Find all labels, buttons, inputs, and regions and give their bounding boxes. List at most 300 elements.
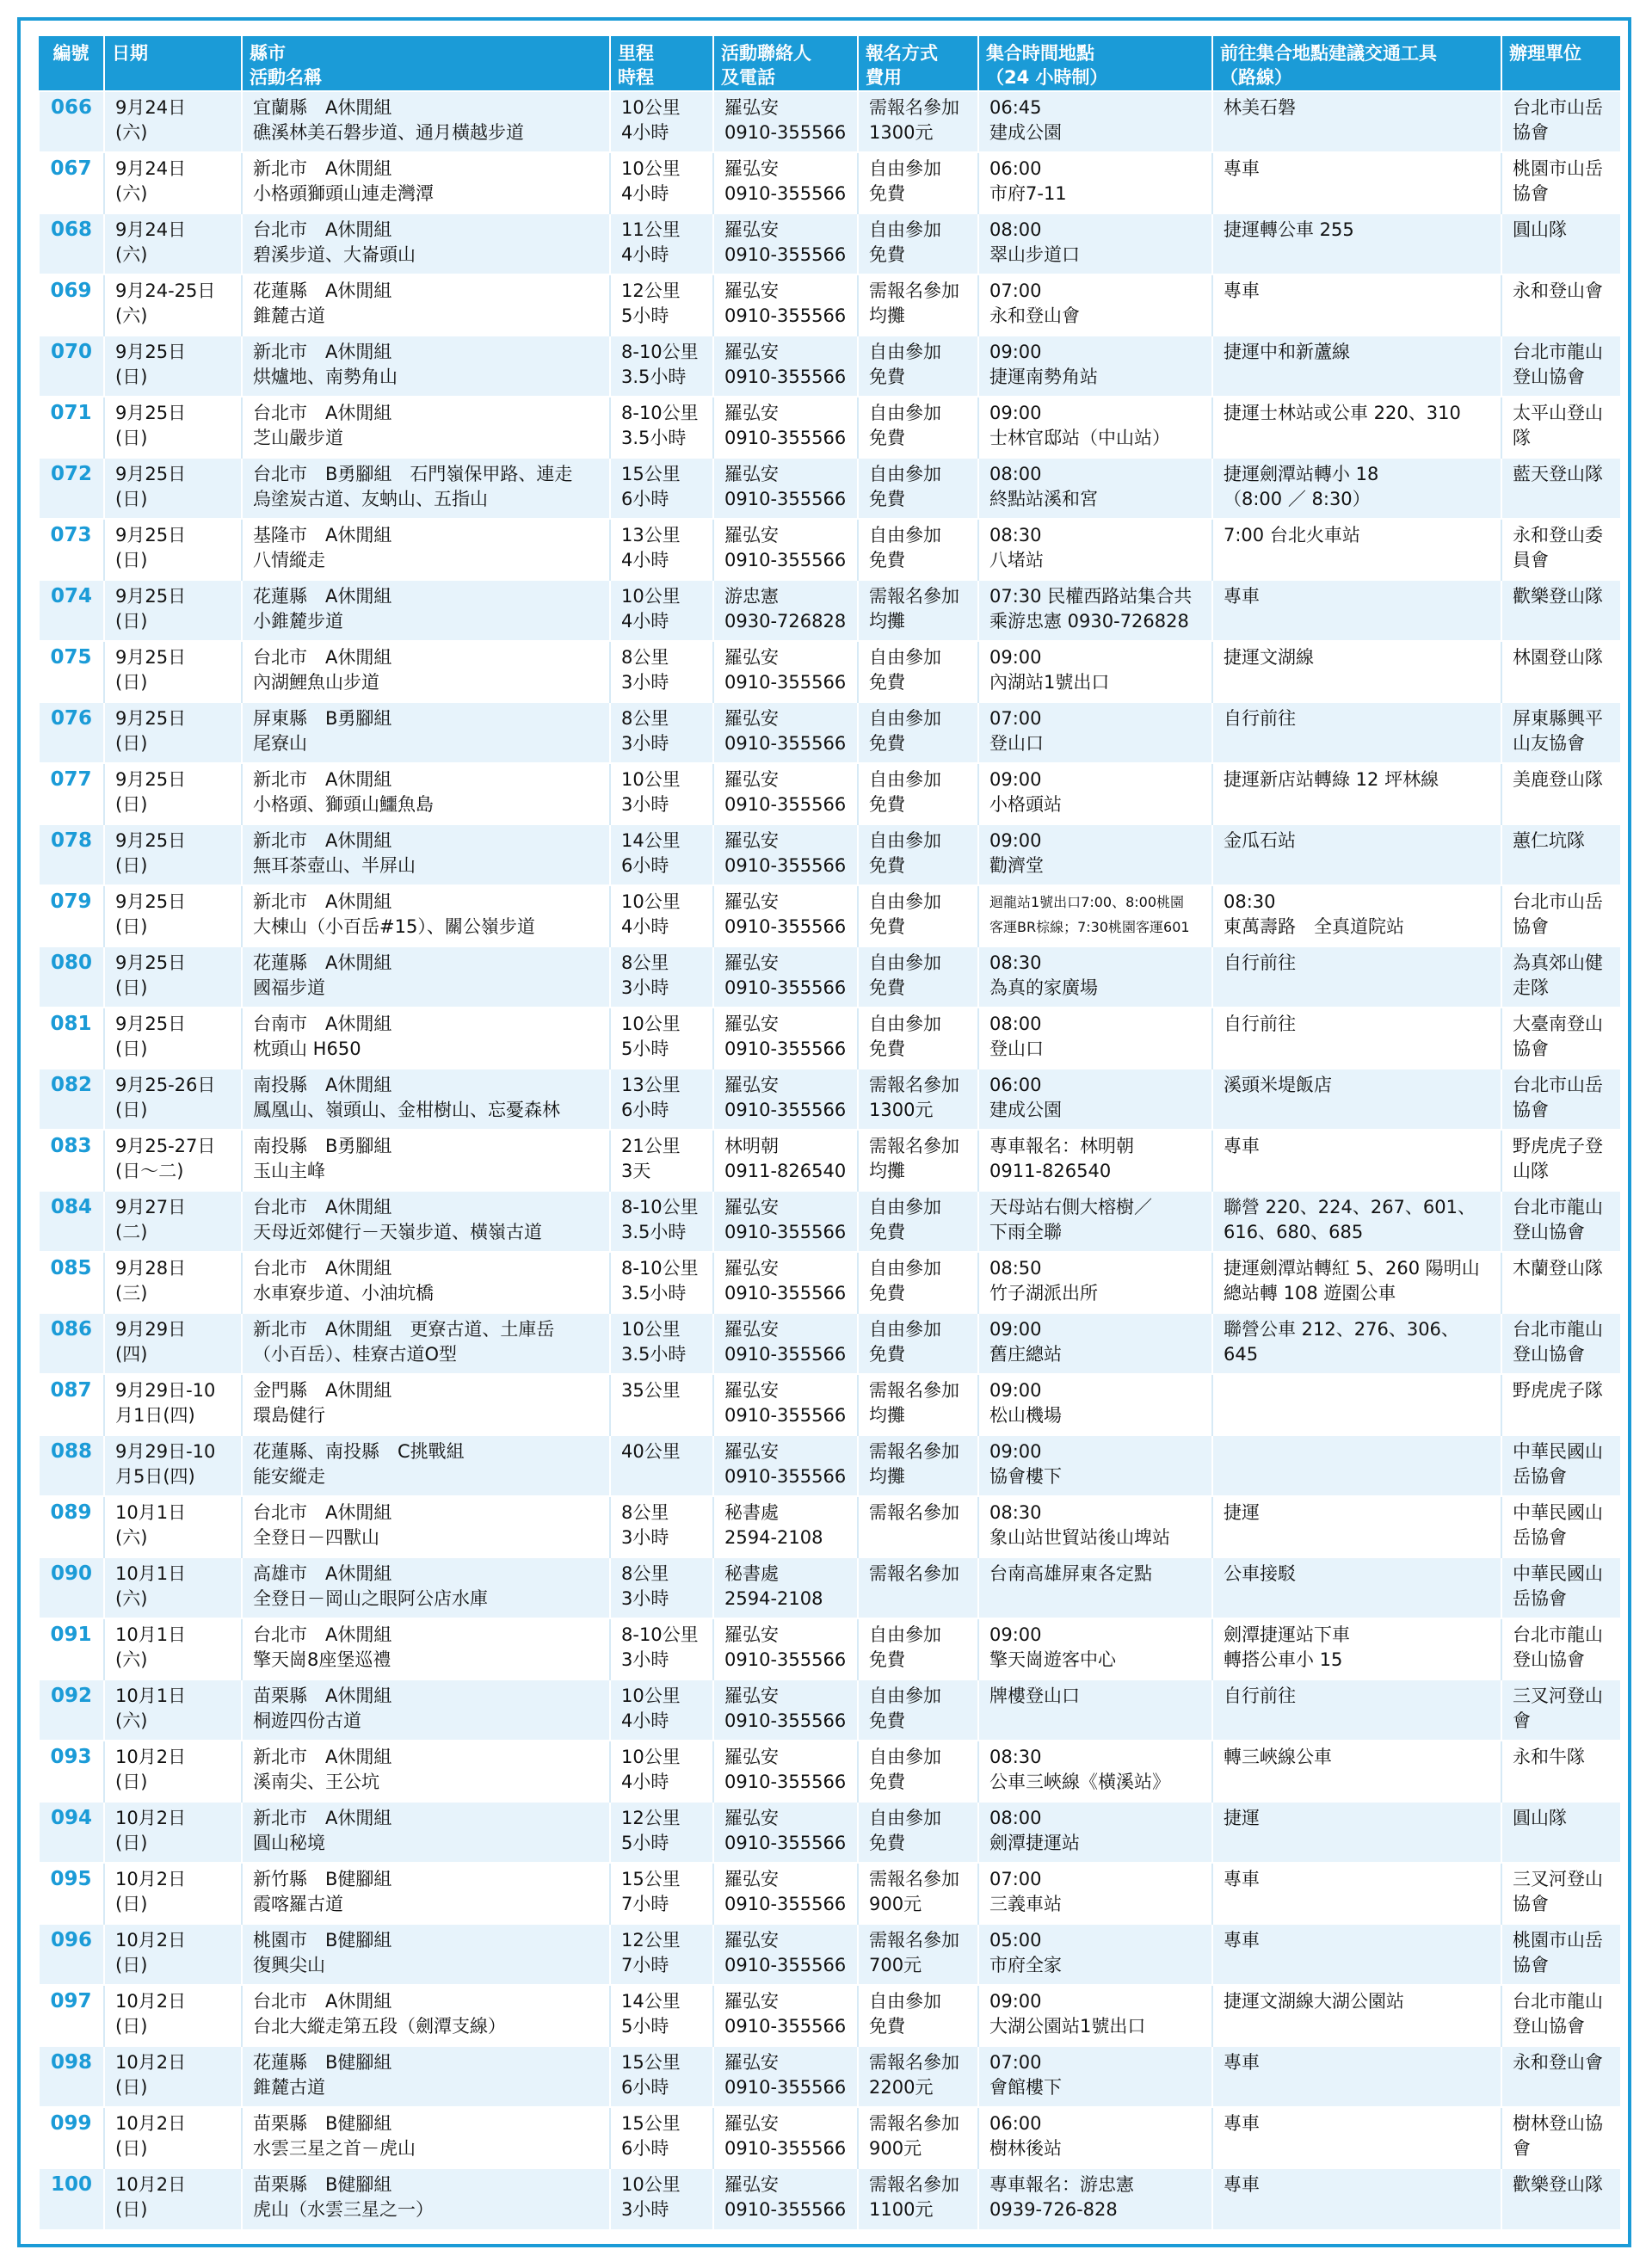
cell-line: 羅弘安 (724, 830, 779, 851)
cell-line: (六) (115, 1527, 148, 1548)
cell-line: 10公里 (621, 586, 681, 607)
cell-line: 900元 (869, 1894, 922, 1914)
cell-line: 乘游忠憲 0930-726828 (989, 611, 1189, 632)
cell-line: 3小時 (621, 1588, 669, 1609)
cell-line: 3小時 (621, 672, 669, 693)
cell-line: 竹子湖派出所 (989, 1283, 1098, 1303)
table-row (39, 397, 1620, 458)
cell-fee (858, 1191, 978, 1252)
cell-line: 自由參加 (869, 403, 941, 423)
cell-line: 06:45 (989, 97, 1042, 118)
cell-line: 羅弘安 (724, 1686, 779, 1706)
cell-line: 金門縣 A休閒組 (253, 1380, 392, 1401)
cell-line: 木蘭登山隊 (1513, 1258, 1603, 1279)
cell-line: 全登日－岡山之眼阿公店水庫 (253, 1588, 488, 1609)
cell-distance (610, 1557, 713, 1618)
table-row (39, 91, 1620, 152)
cell-organizer (1501, 580, 1620, 641)
cell-line: 0930-726828 (724, 611, 847, 632)
cell-line: 3.5小時 (621, 428, 687, 448)
cell-contact (713, 1496, 858, 1557)
cell-distance (610, 1863, 713, 1924)
cell-transport (1212, 274, 1501, 336)
cell-line: (日) (115, 1955, 148, 1975)
cell-line: 天母站右側大榕樹／ (989, 1197, 1152, 1217)
cell-line: 0910-355566 (724, 1100, 847, 1120)
cell-line: 10公里 (621, 769, 681, 790)
cell-line: 太平山登山 (1513, 403, 1603, 423)
table-row (39, 946, 1620, 1008)
cell-distance (610, 763, 713, 824)
cell-line: 645 (1224, 1344, 1259, 1365)
cell-line: 7小時 (621, 1894, 669, 1914)
cell-line: 南投縣 A休閒組 (253, 1075, 392, 1095)
cell-line: (三) (115, 1283, 148, 1303)
cell-line: 10公里 (621, 1319, 681, 1340)
cell-line: 協會 (1513, 122, 1549, 143)
cell-contact (713, 1252, 858, 1313)
cell-line: 山友協會 (1513, 733, 1585, 754)
cell-line: 專車 (1224, 2052, 1260, 2073)
cell-distance (610, 274, 713, 336)
cell-line: 台南高雄屏東各定點 (989, 1563, 1152, 1584)
cell-line: 內湖鯉魚山步道 (253, 672, 379, 693)
cell-number: 071 (39, 397, 104, 458)
cell-line: 07:00 (989, 708, 1042, 729)
cell-line: 08:30 (989, 1502, 1042, 1523)
cell-line: 4小時 (621, 916, 669, 937)
cell-line: 40公里 (621, 1441, 681, 1462)
cell-transport (1212, 1313, 1501, 1374)
cell-distance (610, 2107, 713, 2168)
cell-activity (242, 519, 610, 580)
cell-line: 2594-2108 (724, 1588, 823, 1609)
cell-transport (1212, 213, 1501, 274)
cell-line: 0910-355566 (724, 1344, 847, 1365)
cell-line: 林園登山隊 (1513, 647, 1603, 668)
cell-transport (1212, 702, 1501, 763)
cell-fee (858, 2168, 978, 2229)
cell-line: 勸濟堂 (989, 855, 1044, 876)
cell-line: 0910-355566 (724, 1405, 847, 1426)
cell-number: 090 (39, 1557, 104, 1618)
header-organizer: 辦理單位 (1501, 36, 1620, 91)
cell-line: 羅弘安 (724, 1624, 779, 1645)
cell-activity (242, 1557, 610, 1618)
cell-line: 1300元 (869, 1100, 934, 1120)
cell-contact (713, 397, 858, 458)
cell-line: 8-10公里 (621, 1197, 699, 1217)
cell-line: 羅弘安 (724, 403, 779, 423)
cell-line: 自行前往 (1224, 1686, 1296, 1706)
cell-line: 4小時 (621, 122, 669, 143)
cell-meeting (978, 1557, 1212, 1618)
cell-transport (1212, 1924, 1501, 1985)
cell-line: 迴龍站1號出口7:00、8:00桃園 (989, 894, 1185, 910)
cell-line: 需報名參加 (869, 1075, 959, 1095)
cell-distance (610, 336, 713, 397)
cell-line: 4小時 (621, 1710, 669, 1731)
cell-activity (242, 1008, 610, 1069)
cell-line: 專車 (1224, 2113, 1260, 2134)
cell-line: 台北市 A休閒組 (253, 1624, 392, 1645)
cell-line: 07:00 (989, 280, 1042, 301)
cell-line: 10公里 (621, 158, 681, 179)
cell-line: (日) (115, 2138, 148, 2159)
cell-organizer (1501, 152, 1620, 213)
cell-distance (610, 885, 713, 946)
cell-line: 花蓮縣 A休閒組 (253, 586, 392, 607)
cell-line: 0910-355566 (724, 733, 847, 754)
cell-activity (242, 1191, 610, 1252)
cell-line: (日) (115, 611, 148, 632)
cell-activity (242, 1252, 610, 1313)
table-row (39, 458, 1620, 519)
cell-fee (858, 1802, 978, 1863)
cell-line: 登山協會 (1513, 1222, 1585, 1242)
cell-distance (610, 1069, 713, 1130)
cell-distance (610, 702, 713, 763)
cell-activity (242, 1985, 610, 2046)
cell-line: 劍潭捷運站下車 (1224, 1624, 1350, 1645)
cell-line: 屏東縣興平 (1513, 708, 1603, 729)
cell-line: 自由參加 (869, 891, 941, 912)
cell-contact (713, 885, 858, 946)
cell-meeting (978, 702, 1212, 763)
cell-fee (858, 458, 978, 519)
cell-fee (858, 2046, 978, 2107)
cell-contact (713, 91, 858, 152)
cell-line: 免費 (869, 794, 905, 815)
cell-line: 藍天登山隊 (1513, 464, 1603, 484)
cell-line: 新北市 A休閒組 (253, 891, 392, 912)
cell-number: 072 (39, 458, 104, 519)
cell-line: 均攤 (869, 305, 905, 326)
cell-distance (610, 1130, 713, 1191)
cell-line: (日) (115, 794, 148, 815)
cell-line: 0910-355566 (724, 672, 847, 693)
cell-line: 均攤 (869, 1161, 905, 1181)
cell-fee (858, 1679, 978, 1741)
cell-contact (713, 1008, 858, 1069)
cell-line: 自由參加 (869, 525, 941, 545)
cell-line: 0939-726-828 (989, 2199, 1118, 2220)
cell-line: 0910-355566 (724, 1649, 847, 1670)
cell-contact (713, 1435, 858, 1496)
cell-line: 水雲三星之首－虎山 (253, 2138, 416, 2159)
cell-date (104, 1924, 242, 1985)
cell-line: (日) (115, 672, 148, 693)
cell-number: 079 (39, 885, 104, 946)
cell-activity (242, 1435, 610, 1496)
cell-line: 7:00 台北火車站 (1224, 525, 1360, 545)
cell-line: 羅弘安 (724, 708, 779, 729)
cell-number: 080 (39, 946, 104, 1008)
cell-line: 06:00 (989, 158, 1042, 179)
cell-line: 10月2日 (115, 2113, 187, 2134)
cell-line: 10公里 (621, 1014, 681, 1034)
cell-fee (858, 885, 978, 946)
cell-line: 建成公園 (989, 1100, 1062, 1120)
cell-line: 免費 (869, 672, 905, 693)
cell-line: 捷運劍潭站轉小 18 (1224, 464, 1379, 484)
cell-distance (610, 1618, 713, 1679)
cell-line: 玉山主峰 (253, 1161, 325, 1181)
cell-number: 069 (39, 274, 104, 336)
cell-line: 10月2日 (115, 2052, 187, 2073)
cell-number: 083 (39, 1130, 104, 1191)
cell-line: 八堵站 (989, 550, 1044, 570)
cell-number: 086 (39, 1313, 104, 1374)
table-row (39, 519, 1620, 580)
cell-transport (1212, 1435, 1501, 1496)
cell-activity (242, 1130, 610, 1191)
cell-line: 0910-355566 (724, 1772, 847, 1792)
cell-date (104, 641, 242, 702)
cell-organizer (1501, 1374, 1620, 1435)
table-row (39, 1924, 1620, 1985)
cell-line: 0910-355566 (724, 1710, 847, 1731)
cell-line: (六) (115, 122, 148, 143)
cell-activity (242, 2107, 610, 2168)
cell-line: 協會 (1513, 1038, 1549, 1059)
cell-line: 免費 (869, 428, 905, 448)
cell-line: 大棟山（小百岳#15）、關公嶺步道 (253, 916, 535, 937)
cell-distance (610, 1374, 713, 1435)
cell-organizer (1501, 1924, 1620, 1985)
cell-line: 自由參加 (869, 464, 941, 484)
cell-line: 免費 (869, 244, 905, 265)
cell-line: 08:30 (989, 952, 1042, 973)
cell-line: 免費 (869, 550, 905, 570)
cell-line: 10月2日 (115, 1991, 187, 2012)
cell-contact (713, 702, 858, 763)
cell-activity (242, 1313, 610, 1374)
cell-line: 3.5小時 (621, 367, 687, 387)
cell-line: 0910-355566 (724, 1222, 847, 1242)
cell-meeting (978, 1679, 1212, 1741)
cell-line: 8公里 (621, 1502, 669, 1523)
cell-organizer (1501, 1802, 1620, 1863)
cell-line: 台北市山岳 (1513, 1075, 1603, 1095)
cell-line: 蕙仁坑隊 (1513, 830, 1585, 851)
table-row (39, 2046, 1620, 2107)
cell-transport (1212, 1557, 1501, 1618)
cell-line: 自行前往 (1224, 708, 1296, 729)
cell-distance (610, 1741, 713, 1802)
cell-meeting (978, 1313, 1212, 1374)
cell-meeting (978, 824, 1212, 885)
cell-line: 7小時 (621, 1955, 669, 1975)
cell-line: 均攤 (869, 1405, 905, 1426)
cell-line: 3小時 (621, 2199, 669, 2220)
cell-activity (242, 2046, 610, 2107)
cell-line: 9月25日 (115, 708, 187, 729)
cell-transport (1212, 580, 1501, 641)
cell-line: 0911-826540 (724, 1161, 847, 1181)
cell-line: 山隊 (1513, 1161, 1549, 1181)
table-body (39, 91, 1620, 2229)
cell-line: 協會 (1513, 183, 1549, 204)
cell-line: 10月2日 (115, 1930, 187, 1951)
cell-line: 台南市 A休閒組 (253, 1014, 392, 1034)
table-row (39, 1191, 1620, 1252)
cell-distance (610, 397, 713, 458)
cell-activity (242, 1741, 610, 1802)
cell-line: 0910-355566 (724, 2199, 847, 2220)
cell-line: 花蓮縣 B健腳組 (253, 2052, 392, 2073)
table-row (39, 1008, 1620, 1069)
cell-line: 12公里 (621, 1930, 681, 1951)
cell-activity (242, 702, 610, 763)
cell-organizer (1501, 213, 1620, 274)
cell-line: 聯營 220、224、267、601、 (1224, 1197, 1476, 1217)
cell-activity (242, 2168, 610, 2229)
cell-date (104, 1191, 242, 1252)
cell-line: 0910-355566 (724, 305, 847, 326)
cell-line: 0910-355566 (724, 367, 847, 387)
cell-line: 圓山隊 (1513, 1808, 1567, 1828)
cell-line: 捷運新店站轉綠 12 坪林線 (1224, 769, 1439, 790)
cell-line: 0910-355566 (724, 2138, 847, 2159)
cell-line: 象山站世貿站後山埤站 (989, 1527, 1170, 1548)
cell-meeting (978, 1435, 1212, 1496)
cell-organizer (1501, 336, 1620, 397)
cell-line: 美鹿登山隊 (1513, 769, 1603, 790)
cell-distance (610, 1924, 713, 1985)
table-row (39, 1741, 1620, 1802)
cell-meeting (978, 1802, 1212, 1863)
cell-line: 台北市 A休閒組 (253, 219, 392, 240)
cell-line: 台北市龍山 (1513, 1197, 1603, 1217)
cell-organizer (1501, 1069, 1620, 1130)
cell-line: 3小時 (621, 1649, 669, 1670)
cell-number: 082 (39, 1069, 104, 1130)
cell-line: 小格頭站 (989, 794, 1062, 815)
cell-line: 0911-826540 (989, 1161, 1112, 1181)
cell-line: 08:00 (989, 1014, 1042, 1034)
cell-number: 096 (39, 1924, 104, 1985)
cell-meeting (978, 519, 1212, 580)
cell-line: 圓山秘境 (253, 1833, 325, 1853)
cell-line: 9月25日 (115, 891, 187, 912)
cell-line: 專車 (1224, 1869, 1260, 1889)
cell-distance (610, 1008, 713, 1069)
cell-organizer (1501, 458, 1620, 519)
cell-number: 070 (39, 336, 104, 397)
cell-distance (610, 519, 713, 580)
cell-line: 09:00 (989, 1319, 1042, 1340)
cell-line: 登山協會 (1513, 1649, 1585, 1670)
cell-organizer (1501, 824, 1620, 885)
cell-line: 小格頭、獅頭山鱷魚島 (253, 794, 434, 815)
cell-line: 溪頭米堤飯店 (1224, 1075, 1332, 1095)
table-row (39, 1313, 1620, 1374)
cell-line: 游忠憲 (724, 586, 779, 607)
cell-line: 免費 (869, 1772, 905, 1792)
cell-line: 2200元 (869, 2077, 934, 2098)
cell-number: 078 (39, 824, 104, 885)
cell-line: 羅弘安 (724, 525, 779, 545)
cell-line: 0910-355566 (724, 1894, 847, 1914)
cell-line: 616、680、685 (1224, 1222, 1364, 1242)
cell-activity (242, 885, 610, 946)
cell-contact (713, 2168, 858, 2229)
cell-line: 羅弘安 (724, 1380, 779, 1401)
cell-organizer (1501, 1008, 1620, 1069)
cell-contact (713, 824, 858, 885)
cell-meeting (978, 1618, 1212, 1679)
cell-line: 免費 (869, 1833, 905, 1853)
cell-line: 劍潭捷運站 (989, 1833, 1080, 1853)
cell-line: 翠山步道口 (989, 244, 1080, 265)
cell-line: 自由參加 (869, 158, 941, 179)
table-row (39, 1496, 1620, 1557)
cell-line: 羅弘安 (724, 1197, 779, 1217)
cell-date (104, 397, 242, 458)
cell-line: 羅弘安 (724, 769, 779, 790)
cell-transport (1212, 336, 1501, 397)
cell-line: 樹林登山協 (1513, 2113, 1603, 2134)
cell-contact (713, 1069, 858, 1130)
cell-line: 9月25日 (115, 464, 187, 484)
table-row (39, 885, 1620, 946)
cell-line: 12公里 (621, 280, 681, 301)
cell-line: 免費 (869, 977, 905, 998)
cell-distance (610, 458, 713, 519)
cell-line: 羅弘安 (724, 1319, 779, 1340)
cell-line: 三叉河登山 (1513, 1686, 1603, 1706)
cell-line: 協會樓下 (989, 1466, 1062, 1487)
cell-line: 需報名參加 (869, 2052, 959, 2073)
cell-fee (858, 1985, 978, 2046)
cell-line: 隊 (1513, 428, 1531, 448)
cell-fee (858, 1435, 978, 1496)
cell-date (104, 1435, 242, 1496)
cell-meeting (978, 2107, 1212, 2168)
cell-date (104, 763, 242, 824)
cell-transport (1212, 2107, 1501, 2168)
cell-line: 9月24-25日 (115, 280, 216, 301)
cell-meeting (978, 1130, 1212, 1191)
cell-line: 永和登山會 (989, 305, 1080, 326)
cell-contact (713, 2046, 858, 2107)
cell-line: 總站轉 108 遊園公車 (1224, 1283, 1396, 1303)
cell-meeting (978, 152, 1212, 213)
cell-line: 登山協會 (1513, 1344, 1585, 1365)
table-row (39, 274, 1620, 336)
cell-line: 9月25日 (115, 403, 187, 423)
cell-line: 客運BR棕線；7:30桃園客運601 (989, 919, 1190, 935)
cell-line: 苗栗縣 A休閒組 (253, 1686, 392, 1706)
header-distance-time: 里程 時程 (610, 36, 713, 91)
cell-line: 台北市 A休閒組 (253, 1197, 392, 1217)
cell-transport (1212, 1069, 1501, 1130)
cell-line: 6小時 (621, 2138, 669, 2159)
cell-line: (日) (115, 1894, 148, 1914)
header-transport: 前往集合地點建議交通工具 （路線） (1212, 36, 1501, 91)
table-row (39, 1985, 1620, 2046)
cell-line: 免費 (869, 2016, 905, 2037)
cell-line: 0910-355566 (724, 1833, 847, 1853)
cell-line: 岳協會 (1513, 1466, 1567, 1487)
cell-line: 3天 (621, 1161, 651, 1181)
cell-line: 8-10公里 (621, 1624, 699, 1645)
cell-date (104, 2107, 242, 2168)
cell-organizer (1501, 2107, 1620, 2168)
cell-organizer (1501, 1679, 1620, 1741)
cell-line: 自由參加 (869, 708, 941, 729)
